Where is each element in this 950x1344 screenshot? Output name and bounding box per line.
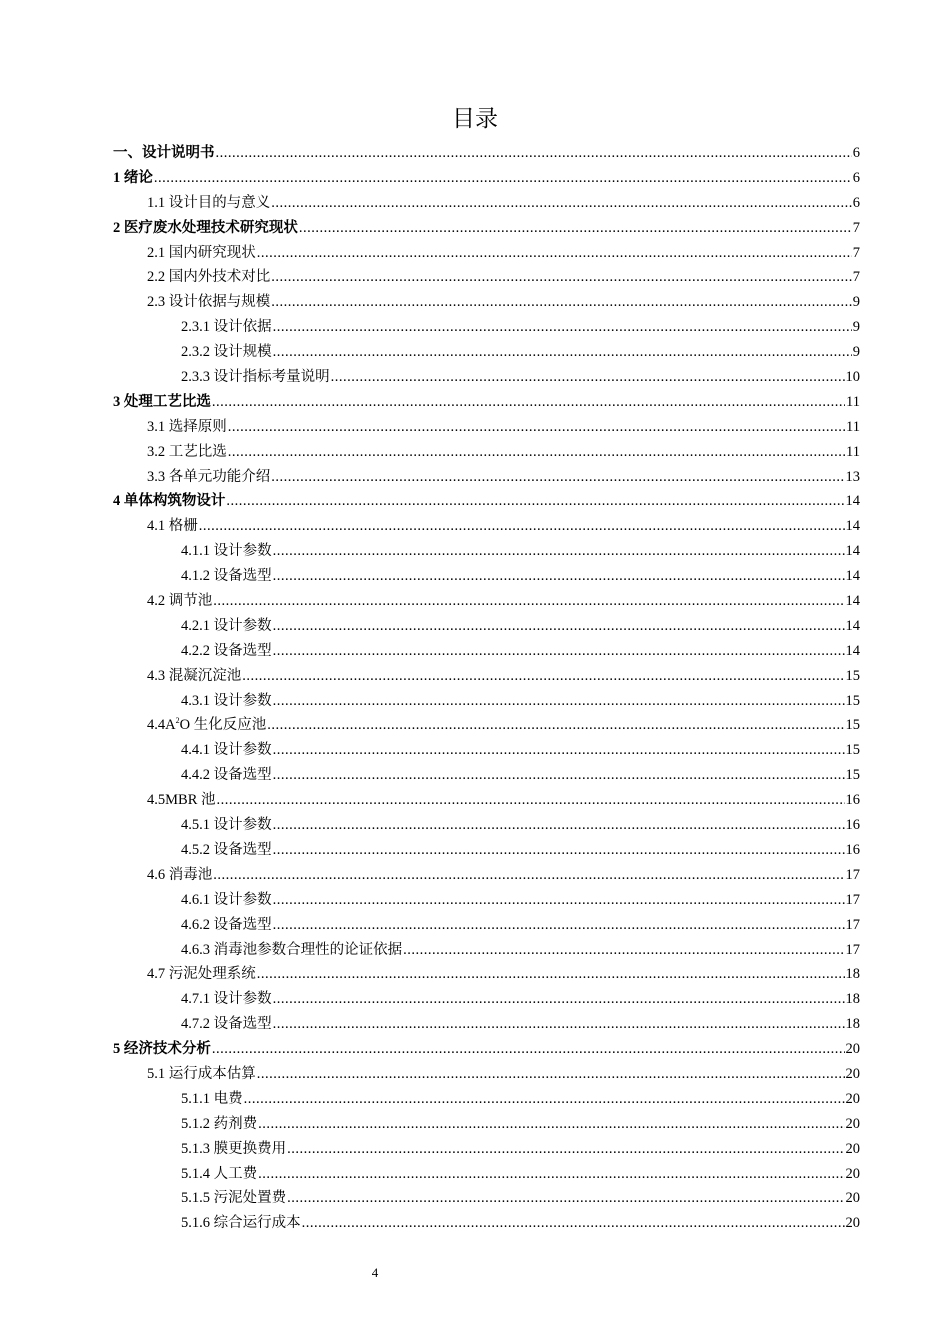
toc-entry-label: 3.2 工艺比选 [147, 443, 227, 460]
toc-entry[interactable] [113, 938, 860, 963]
toc-entry-label: 4.5.1 设计参数 [181, 817, 272, 834]
leader-dots [273, 742, 845, 759]
leader-dots [403, 942, 844, 959]
toc-entry-label: 4.6 消毒池 [147, 866, 213, 883]
toc-entry-page: 11 [846, 443, 860, 460]
toc-entry-page: 20 [845, 1041, 860, 1058]
toc-entry[interactable] [113, 1012, 860, 1037]
toc-entry[interactable] [113, 315, 860, 340]
toc-entry-label: 5 经济技术分析 [113, 1041, 211, 1058]
leader-dots [213, 867, 844, 884]
toc-entry[interactable] [113, 166, 860, 191]
leader-dots [228, 444, 845, 461]
leader-dots [242, 668, 844, 685]
toc-entry[interactable] [113, 589, 860, 614]
toc-entry-label: 5.1.6 综合运行成本 [181, 1215, 301, 1232]
toc-entry-label [147, 713, 266, 734]
toc-entry[interactable] [113, 863, 860, 888]
leader-dots [273, 693, 845, 710]
leader-dots [273, 1016, 845, 1033]
toc-entry[interactable] [113, 191, 860, 216]
toc-entry[interactable] [113, 514, 860, 539]
toc-entry[interactable] [113, 888, 860, 913]
toc-entry-page: 14 [845, 493, 860, 510]
toc-entry-page: 17 [845, 916, 860, 933]
leader-dots [226, 493, 844, 510]
leader-dots [273, 319, 852, 336]
toc-entry-label: 2.3 设计依据与规模 [147, 294, 271, 311]
toc-entry-label: 3.1 选择原则 [147, 418, 227, 435]
leader-dots [213, 593, 844, 610]
toc-entry-label: 3 处理工艺比选 [113, 393, 211, 410]
leader-dots [244, 1091, 845, 1108]
leader-dots [273, 767, 845, 784]
toc-entry-page: 7 [852, 244, 860, 261]
leader-dots [271, 469, 844, 486]
leader-dots [287, 1190, 844, 1207]
toc-entry-page: 15 [845, 667, 860, 684]
toc-entry-label: 5.1.5 污泥处置费 [181, 1190, 287, 1207]
toc-entry-label: 2 医疗废水处理技术研究现状 [113, 219, 298, 236]
leader-dots [257, 1066, 845, 1083]
toc-entry[interactable] [113, 415, 860, 440]
toc-entry-page: 7 [852, 219, 860, 236]
toc-entry-label: 4.5MBR 池 [147, 792, 216, 809]
toc-entry-page: 20 [845, 1165, 860, 1182]
toc-label-part: O 生化反应池 [179, 717, 267, 734]
toc-entry[interactable] [113, 664, 860, 689]
toc-entry[interactable] [113, 1037, 860, 1062]
leader-dots [273, 618, 845, 635]
toc-entry-label: 2.2 国内外技术对比 [147, 269, 271, 286]
leader-dots [267, 717, 844, 734]
leader-dots [258, 1166, 844, 1183]
toc-entry-label: 5.1.3 膜更换费用 [181, 1140, 287, 1157]
toc-entry[interactable] [113, 1112, 860, 1137]
leader-dots [258, 1116, 844, 1133]
leader-dots [302, 1215, 845, 1232]
toc-entry-page: 6 [852, 194, 860, 211]
toc-entry-page: 9 [852, 319, 860, 336]
toc-entry-page: 14 [845, 568, 860, 585]
toc-entry[interactable] [113, 763, 860, 788]
toc-entry[interactable] [113, 639, 860, 664]
toc-entry-page: 20 [845, 1065, 860, 1082]
toc-entry-label: 4.7 污泥处理系统 [147, 966, 256, 983]
toc-entry[interactable] [113, 689, 860, 714]
toc-entry[interactable] [113, 713, 860, 738]
toc-entry-label: 5.1.4 人工费 [181, 1165, 258, 1182]
toc-entry-label: 4.6.3 消毒池参数合理性的论证依据 [181, 941, 403, 958]
toc-entry-page: 16 [845, 841, 860, 858]
leader-dots [217, 792, 845, 809]
toc-entry-label: 4.3 混凝沉淀池 [147, 667, 242, 684]
toc-entry[interactable] [113, 365, 860, 390]
toc-entry-label: 4.7.2 设备选型 [181, 1016, 272, 1033]
leader-dots [199, 518, 845, 535]
toc-entry[interactable] [113, 1087, 860, 1112]
toc-entry[interactable] [113, 440, 860, 465]
toc-entry-label: 5.1.2 药剂费 [181, 1115, 258, 1132]
toc-entry-label: 4.2 调节池 [147, 593, 213, 610]
leader-dots [271, 195, 852, 212]
toc-entry-label: 1 绪论 [113, 169, 153, 186]
toc-entry-label: 4 单体构筑物设计 [113, 493, 226, 510]
toc-entry[interactable] [113, 340, 860, 365]
toc-entry-label: 5.1.1 电费 [181, 1090, 243, 1107]
leader-dots [299, 220, 852, 237]
toc-entry[interactable] [113, 489, 860, 514]
toc-entry-page: 14 [845, 617, 860, 634]
toc-entry-label: 4.2.2 设备选型 [181, 642, 272, 659]
toc-entry[interactable] [113, 265, 860, 290]
leader-dots [271, 294, 852, 311]
toc-entry[interactable] [113, 1162, 860, 1187]
toc-entry-label: 3.3 各单元功能介绍 [147, 468, 271, 485]
toc-entry-label: 1.1 设计目的与意义 [147, 194, 271, 211]
leader-dots [257, 245, 852, 262]
toc-entry-label: 4.1 格栅 [147, 518, 198, 535]
toc-entry-page: 7 [852, 269, 860, 286]
toc-entry-page: 20 [845, 1090, 860, 1107]
toc-entry-page: 14 [845, 593, 860, 610]
toc-entry-page: 6 [852, 169, 860, 186]
toc-entry-page: 20 [845, 1140, 860, 1157]
toc-entry[interactable] [113, 1137, 860, 1162]
leader-dots [273, 568, 845, 585]
leader-dots [216, 145, 852, 162]
toc-entry[interactable] [113, 390, 860, 415]
toc-entry-page: 10 [845, 369, 860, 386]
leader-dots [212, 1041, 845, 1058]
toc-entry[interactable] [113, 290, 860, 315]
toc-entry-label: 2.3.1 设计依据 [181, 319, 272, 336]
leader-dots [228, 419, 845, 436]
leader-dots [273, 344, 852, 361]
toc-entry-label: 4.4.2 设备选型 [181, 767, 272, 784]
toc-entry-page: 15 [845, 717, 860, 734]
leader-dots [154, 170, 852, 187]
toc-entry[interactable] [113, 614, 860, 639]
footer-page-number: 4 [371, 1265, 379, 1280]
toc-entry[interactable] [113, 1062, 860, 1087]
toc-label-part: 4.4A [147, 717, 176, 734]
toc-entry-page: 9 [852, 344, 860, 361]
toc-entry[interactable] [113, 241, 860, 266]
toc-entry-page: 17 [845, 941, 860, 958]
toc-entry-label: 4.1.2 设备选型 [181, 568, 272, 585]
toc-entry-page: 15 [845, 692, 860, 709]
toc-entry-page: 15 [845, 742, 860, 759]
toc-entry-label: 4.7.1 设计参数 [181, 991, 272, 1008]
toc-entry[interactable] [113, 539, 860, 564]
toc-entry-page: 18 [845, 1016, 860, 1033]
toc-entry-page: 14 [845, 543, 860, 560]
leader-dots [257, 966, 845, 983]
leader-dots [273, 543, 845, 560]
toc-entry-label: 4.1.1 设计参数 [181, 543, 272, 560]
toc-entry-page: 16 [845, 792, 860, 809]
leader-dots [273, 643, 845, 660]
toc-entry-label: 4.2.1 设计参数 [181, 617, 272, 634]
toc-entry[interactable] [113, 216, 860, 241]
toc-entry-label: 2.3.3 设计指标考量说明 [181, 369, 330, 386]
leader-dots [212, 394, 845, 411]
toc-entry-page: 18 [845, 991, 860, 1008]
toc-entry[interactable] [113, 788, 860, 813]
leader-dots [287, 1141, 844, 1158]
toc-entry-page: 11 [846, 393, 860, 410]
toc-entry-page: 17 [845, 891, 860, 908]
toc-entry[interactable] [113, 962, 860, 987]
leader-dots [273, 991, 845, 1008]
toc-entry[interactable] [113, 465, 860, 490]
toc-entry-page: 14 [845, 642, 860, 659]
leader-dots [331, 369, 845, 386]
toc-entry-page: 11 [846, 418, 860, 435]
toc-entry[interactable] [113, 813, 860, 838]
toc-entry-label: 4.6.1 设计参数 [181, 891, 272, 908]
toc-entry-page: 9 [852, 294, 860, 311]
toc-entry-label: 2.1 国内研究现状 [147, 244, 256, 261]
toc-entry-label: 一、设计说明书 [113, 145, 215, 161]
leader-dots [273, 917, 845, 934]
toc-entry-page: 6 [852, 145, 860, 161]
toc-entry-page: 18 [845, 966, 860, 983]
toc-entry-page: 13 [845, 468, 860, 485]
toc-entry-label: 4.3.1 设计参数 [181, 692, 272, 709]
toc-entry-label: 2.3.2 设计规模 [181, 344, 272, 361]
toc-entry-label: 5.1 运行成本估算 [147, 1065, 256, 1082]
toc-entry-label: 4.6.2 设备选型 [181, 916, 272, 933]
page-title: 目录 [452, 106, 498, 132]
toc-entry[interactable] [113, 1211, 860, 1236]
toc-entry[interactable] [113, 564, 860, 589]
toc-entry-page: 20 [845, 1190, 860, 1207]
leader-dots [271, 269, 852, 286]
toc-entry[interactable] [113, 141, 860, 166]
toc-entry[interactable] [113, 913, 860, 938]
toc-entry-page: 15 [845, 767, 860, 784]
toc-entry-page: 16 [845, 817, 860, 834]
superscript: 2 [175, 716, 180, 726]
toc-entry-label: 4.5.2 设备选型 [181, 841, 272, 858]
leader-dots [273, 892, 845, 909]
table-of-contents [113, 141, 860, 1236]
toc-entry[interactable] [113, 838, 860, 863]
toc-entry-page: 14 [845, 518, 860, 535]
toc-entry-page: 20 [845, 1115, 860, 1132]
leader-dots [273, 842, 845, 859]
toc-entry-page: 17 [845, 866, 860, 883]
toc-entry-label: 4.4.1 设计参数 [181, 742, 272, 759]
leader-dots [273, 817, 845, 834]
toc-entry[interactable] [113, 987, 860, 1012]
toc-entry-page: 20 [845, 1215, 860, 1232]
toc-entry[interactable] [113, 1186, 860, 1211]
toc-entry[interactable] [113, 738, 860, 763]
